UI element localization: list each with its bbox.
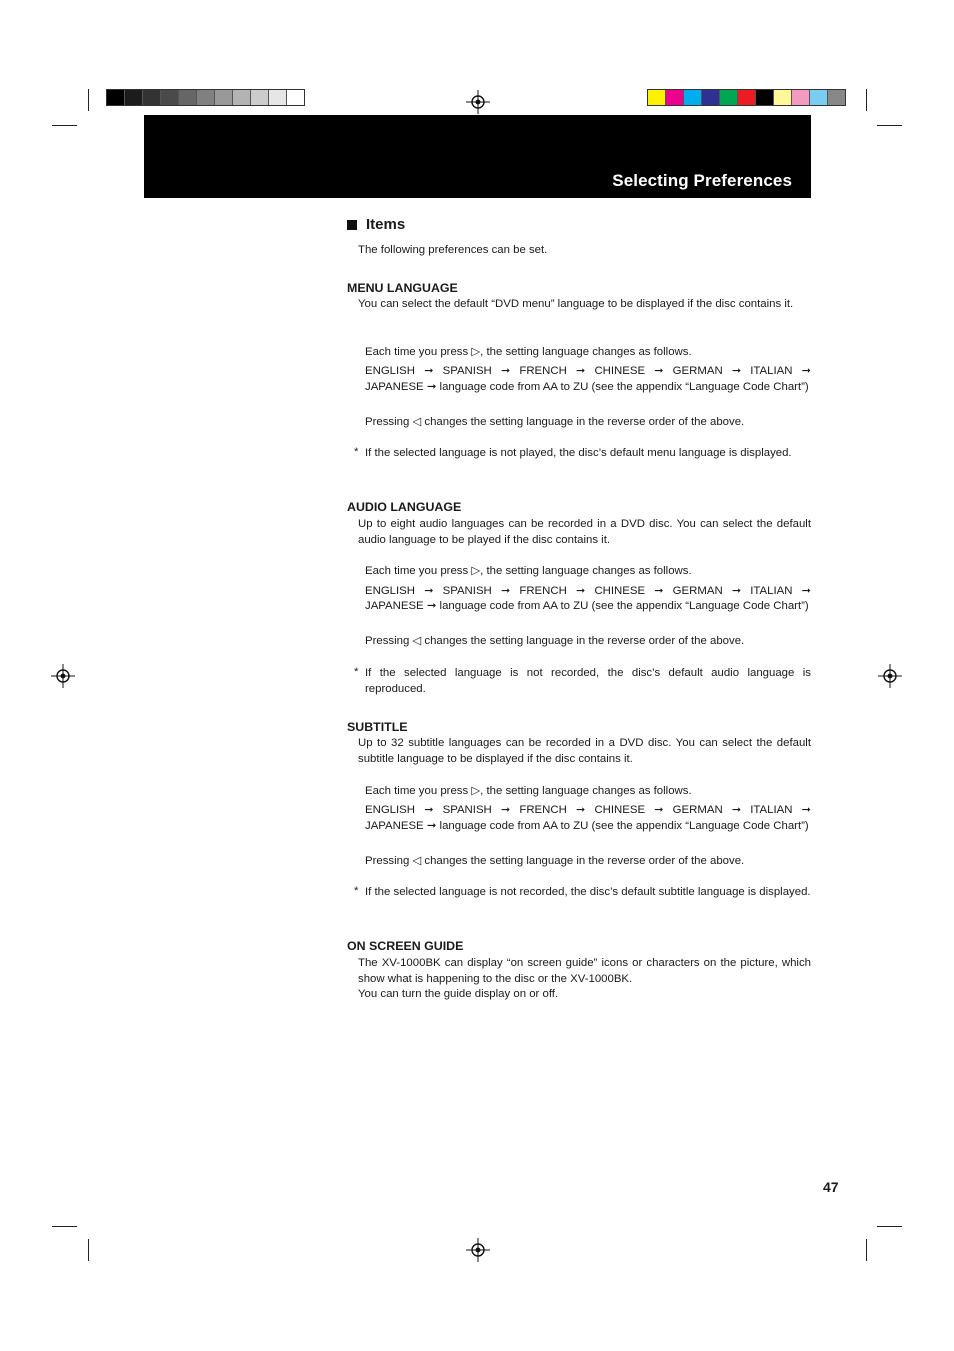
registration-mark-icon <box>51 664 75 688</box>
subtitle-note: If the selected language is not recorded, the disc’s default subtitle language is displayed. <box>365 886 811 898</box>
arrow-icon: ➞ <box>576 585 586 597</box>
color-swatch <box>179 90 197 105</box>
crop-mark <box>866 1239 867 1261</box>
seq-item: ENGLISH <box>365 804 416 816</box>
seq-item: SPANISH <box>442 365 492 377</box>
seq-item: FRENCH <box>519 365 567 377</box>
menu-language-note: If the selected language is not played, the disc’s default menu language is displayed. <box>365 447 792 459</box>
color-swatch <box>792 90 810 105</box>
registration-mark-icon <box>466 1238 490 1262</box>
color-swatch <box>756 90 774 105</box>
arrow-icon: ➞ <box>731 365 742 377</box>
arrow-icon: ➞ <box>424 585 434 597</box>
color-swatch <box>684 90 702 105</box>
page-title: Selecting Preferences <box>612 171 792 190</box>
crop-mark <box>52 1226 77 1227</box>
seq-item: ITALIAN <box>750 365 793 377</box>
items-heading <box>347 216 405 233</box>
color-swatch <box>828 90 845 105</box>
seq-item: CHINESE <box>594 585 646 597</box>
on-screen-guide-title: ON SCREEN GUIDE <box>347 939 464 953</box>
color-swatch <box>666 90 684 105</box>
arrow-icon: ➞ <box>424 365 434 377</box>
subtitle-each-time: Each time you press ▷, the setting language changes as follows. <box>365 785 692 797</box>
arrow-icon: ➞ <box>801 585 811 597</box>
seq-item: SPANISH <box>442 585 492 597</box>
subtitle-sequence-line2: JAPANESE ➞ language code from AA to ZU (see the appendix “Language Code Chart”) <box>365 820 809 832</box>
arrow-icon: ➞ <box>801 804 811 816</box>
subtitle-desc: Up to 32 subtitle languages can be recorded in a DVD disc. You can select the default subtitle language to be displayed if the disc contains it. <box>358 737 811 765</box>
color-swatch <box>143 90 161 105</box>
on-screen-guide-desc: The XV-1000BK can display “on screen guide” icons or characters on the picture, which show what is happening to the disc or the XV-1000BK. <box>358 957 811 985</box>
audio-language-desc: Up to eight audio languages can be recorded in a DVD disc. You can select the default audio language to be played if the disc contains it. <box>358 518 811 546</box>
menu-language-title: MENU LANGUAGE <box>347 281 458 295</box>
gray-calibration-strip <box>106 89 305 106</box>
seq-item: FRENCH <box>519 585 567 597</box>
square-bullet-icon <box>347 220 357 230</box>
subtitle-title: SUBTITLE <box>347 720 408 734</box>
audio-language-note: If the selected language is not recorded, the disc’s default audio language is reproduced. <box>365 667 811 695</box>
menu-language-desc: You can select the default “DVD menu” language to be displayed if the disc contains it. <box>358 298 794 310</box>
audio-language-sequence <box>365 584 811 600</box>
arrow-icon: ➞ <box>801 365 811 377</box>
seq-item: FRENCH <box>519 804 567 816</box>
seq-item: GERMAN <box>672 365 723 377</box>
color-swatch <box>810 90 828 105</box>
color-swatch <box>215 90 233 105</box>
seq-item: GERMAN <box>672 804 723 816</box>
arrow-icon: ➞ <box>424 804 434 816</box>
crop-mark <box>866 89 867 111</box>
crop-mark <box>52 125 77 126</box>
arrow-icon: ➞ <box>576 804 586 816</box>
arrow-icon: ➞ <box>500 804 511 816</box>
audio-language-title: AUDIO LANGUAGE <box>347 500 462 514</box>
arrow-icon: ➞ <box>731 804 742 816</box>
seq-item: ITALIAN <box>750 585 793 597</box>
asterisk: * <box>354 666 359 678</box>
color-swatch <box>738 90 756 105</box>
color-swatch <box>269 90 287 105</box>
color-swatch <box>125 90 143 105</box>
crop-mark <box>88 1239 89 1261</box>
audio-language-pressing: Pressing ◁ changes the setting language in the reverse order of the above. <box>365 635 745 647</box>
page-number: 47 <box>823 1179 839 1195</box>
arrow-icon: ➞ <box>576 365 586 377</box>
crop-mark <box>877 1226 902 1227</box>
color-swatch <box>720 90 738 105</box>
color-swatch <box>251 90 269 105</box>
subtitle-pressing: Pressing ◁ changes the setting language in the reverse order of the above. <box>365 855 745 867</box>
color-swatch <box>648 90 666 105</box>
registration-mark-icon <box>466 90 490 114</box>
seq-item: ENGLISH <box>365 585 416 597</box>
arrow-icon: ➞ <box>500 365 511 377</box>
seq-item: GERMAN <box>672 585 723 597</box>
seq-item: ENGLISH <box>365 365 416 377</box>
color-swatch <box>107 90 125 105</box>
arrow-icon: ➞ <box>500 585 511 597</box>
seq-item: CHINESE <box>594 804 646 816</box>
on-screen-guide-desc2: You can turn the guide display on or off. <box>358 988 559 1000</box>
color-swatch <box>233 90 251 105</box>
seq-item: ITALIAN <box>750 804 793 816</box>
menu-language-sequence-line2: JAPANESE ➞ language code from AA to ZU (see the appendix “Language Code Chart”) <box>365 381 809 393</box>
menu-language-sequence <box>365 364 811 380</box>
audio-language-each-time: Each time you press ▷, the setting language changes as follows. <box>365 565 692 577</box>
arrow-icon: ➞ <box>731 585 742 597</box>
color-swatch <box>287 90 304 105</box>
crop-mark <box>88 89 89 111</box>
header-bar <box>144 115 811 198</box>
audio-language-sequence-line2: JAPANESE ➞ language code from AA to ZU (see the appendix “Language Code Chart”) <box>365 600 809 612</box>
color-swatch <box>197 90 215 105</box>
color-swatch <box>161 90 179 105</box>
items-intro: The following preferences can be set. <box>358 244 548 256</box>
registration-mark-icon <box>878 664 902 688</box>
seq-item: SPANISH <box>442 804 492 816</box>
menu-language-each-time: Each time you press ▷, the setting language changes as follows. <box>365 346 692 358</box>
asterisk: * <box>354 885 359 897</box>
color-swatch <box>774 90 792 105</box>
menu-language-pressing: Pressing ◁ changes the setting language in the reverse order of the above. <box>365 416 745 428</box>
subtitle-sequence <box>365 803 811 819</box>
arrow-icon: ➞ <box>654 585 664 597</box>
crop-mark <box>877 125 902 126</box>
color-calibration-strip <box>647 89 846 106</box>
arrow-icon: ➞ <box>654 365 664 377</box>
arrow-icon: ➞ <box>654 804 664 816</box>
items-heading-label: Items <box>366 216 406 233</box>
asterisk: * <box>354 446 359 458</box>
seq-item: CHINESE <box>594 365 646 377</box>
color-swatch <box>702 90 720 105</box>
